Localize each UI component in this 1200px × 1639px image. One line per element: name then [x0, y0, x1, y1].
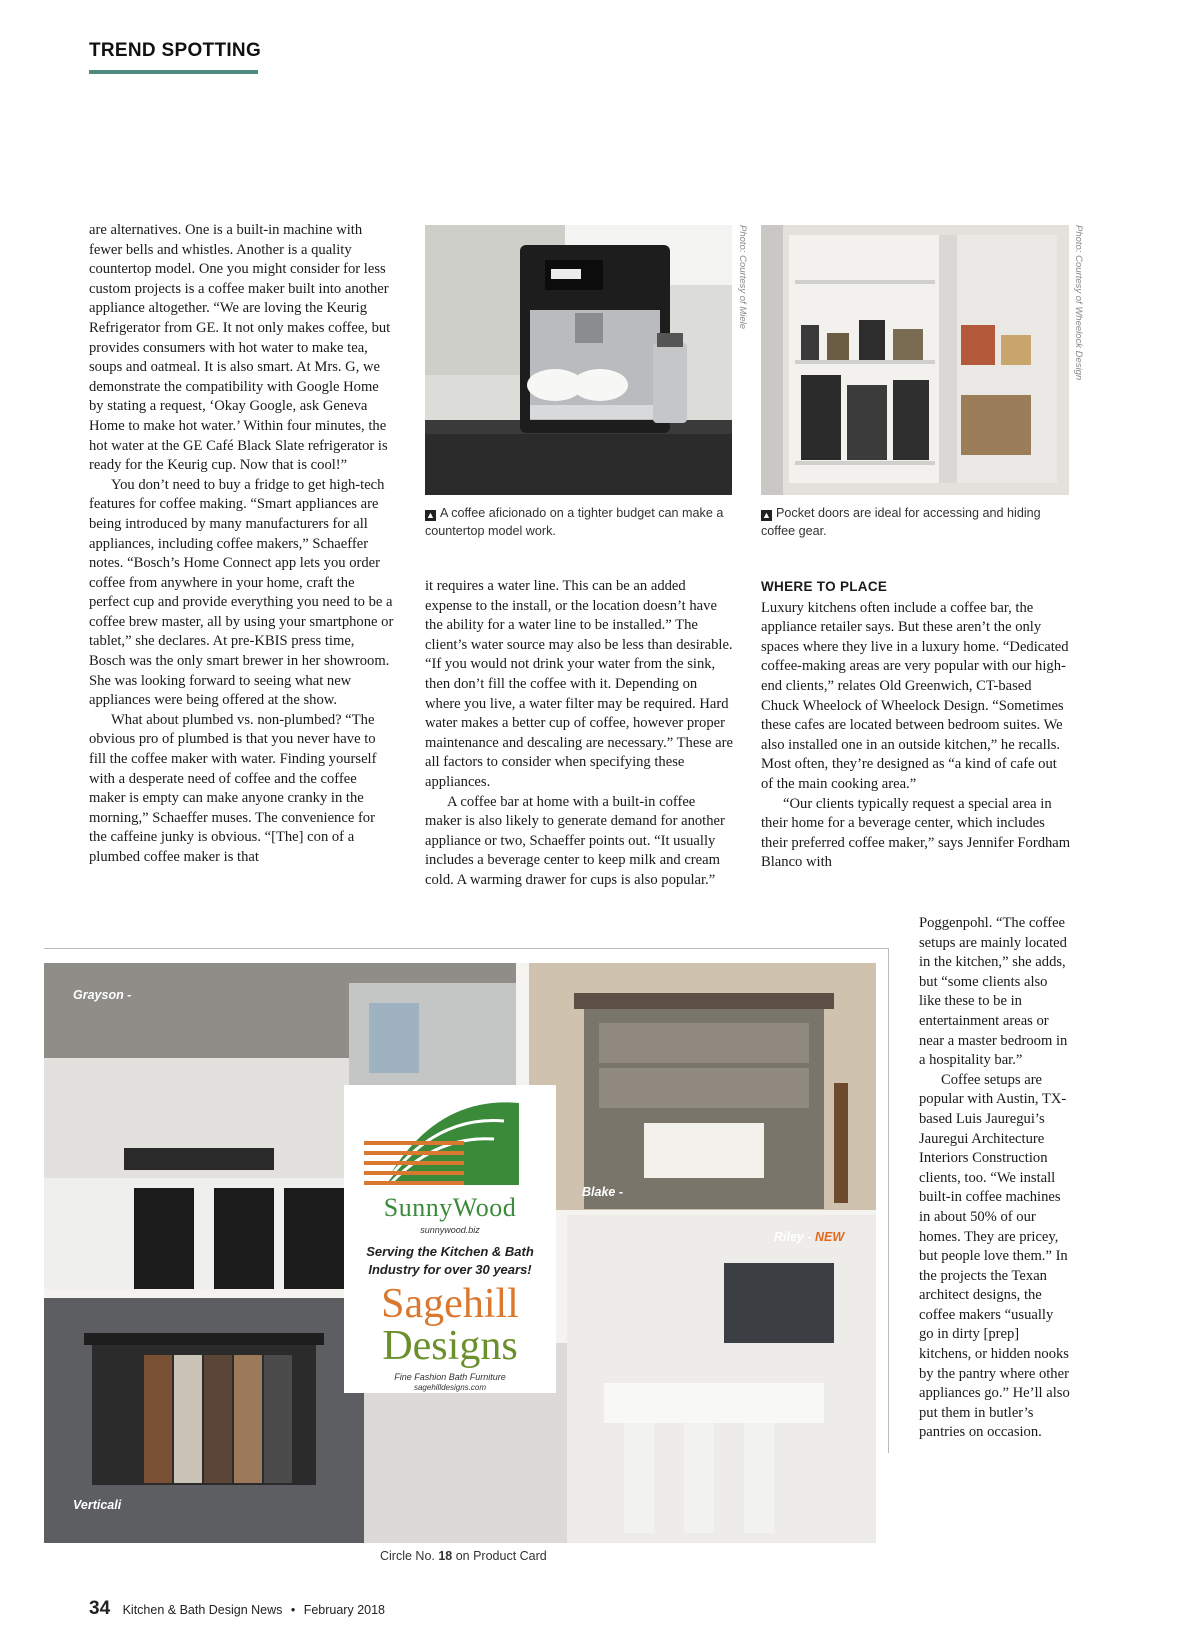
article-column-3-narrow [919, 914, 1071, 1443]
caption-bullet-icon: ▲ [426, 510, 435, 520]
grayson-label: Grayson - [73, 988, 132, 1002]
coffee-cabinet-photo [761, 225, 1069, 495]
verticali-label: Verticali [73, 1498, 122, 1512]
photo-credit: Photo: Courtesy of Wheelock Design [1073, 225, 1084, 381]
sagehill-url[interactable]: sagehilldesigns.com [413, 1383, 487, 1392]
paragraph: are alternatives. One is a built-in machine with fewer bells and whistles. Another is a quality countertop model. One you might consider for less custom projects is a coffee maker built into another appliance altogether. “We are loving the Keurig Refrigerator from GE. It not only makes coffee, but provides consumers with hot water to make tea, soups and oatmeal. It is also smart. At Mrs. G, we demonstrate the compatibility with Google Home by stating a request, ‘Okay Google, ask Geneva Home to make hot water.’ Within four minutes, the hot water at the GE Café Black Slate refrigerator is ready for the Keurig cup. Now that is cool!” [89, 222, 391, 474]
article-column-1 [89, 221, 394, 868]
sunnywood-advertisement[interactable] [44, 963, 876, 1543]
page-number: 34 [89, 1598, 111, 1619]
paragraph: Luxury kitchens often include a coffee bar, the appliance retailer says. But these aren’t the only spaces where they live in a luxury home. “Dedicated coffee-making areas are very popular with our high-end clients,” relates Old Greenwich, CT-based Chuck Wheelock of Wheelock Design. “Sometimes these cafes are located between bedroom suites. We also installed one in an outside kitchen,” he recalls. Most often, they’re designed as “a kind of cafe out of the main cooking area.” [761, 599, 1069, 792]
paragraph: Coffee setups are popular with Austin, TX-based Luis Jauregui’s Jauregui Architecture Interiors Construction clients, too. “We install built-in coffee machines in about 50% of our homes. They are pricey, but people love them.” In the projects the Texan architect designs, the coffee makers “usually go in dirty [prep] kitchens, or hidden nooks by the pantry where other appliances go.” He’ll also put them in butler’s pantries on occasion. [919, 1071, 1070, 1441]
coffee-cabinet-illustration [761, 225, 1069, 495]
sunnywood-logo-icon [344, 1085, 556, 1195]
paragraph: You don’t need to buy a fridge to get high-tech features for coffee making. “Smart appliances are being introduced by many manufacturers for all appliances, including coffee makers,” Schaeffer notes. “Bosch’s Home Connect app lets you order coffee from anywhere in your home, craft the perfect cup and provide everything you need to be a coffee brew master, all by using your smartphone or tablet,” she declares. At pre-KBIS press time, Bosch was the only smart brewer in her showroom. She was looking forward to seeing what new appliances were being offered at the show. [89, 476, 394, 709]
logo-panel [344, 1085, 556, 1393]
photo-caption: ▲ Pocket doors are ideal for accessing and hiding coffee gear. [761, 506, 1041, 538]
ad-border [888, 948, 889, 1453]
photo-credit: Photo: Courtesy of Miele [737, 225, 748, 330]
blake-label: Blake - [582, 1185, 623, 1199]
article-column-2 [425, 577, 735, 891]
sagehill-subtitle: Fine Fashion Bath Furniture [394, 1372, 506, 1382]
riley-label: Riley - NEW [774, 1230, 845, 1244]
paragraph: What about plumbed vs. non-plumbed? “The obvious pro of plumbed is that you never have to fill the coffee maker with water. Finding yourself with a desperate need of coffee and the coffee maker is empty can make anyone cranky in the morning,” Schaeffer muses. The convenience for the caffeine junky is obvious. “[The] con of a plumbed coffee maker is that [89, 711, 377, 865]
paragraph: A coffee bar at home with a built-in coffee maker is also likely to generate demand for another appliance or two, Schaeffer points out. “It usually includes a beverage center to keep milk and cream cold. A warming drawer for cups is also popular.” [425, 793, 725, 888]
paragraph: Poggenpohl. “The coffee setups are mainly located in the kitchen,” she adds, but “some clients also like these to be in entertainment areas or near a master bedroom in a hospitality bar.” [919, 915, 1068, 1069]
page-folio [89, 1598, 385, 1620]
sagehill-wordmark-line1: Sagehill [381, 1281, 519, 1327]
section-title: TREND SPOTTING [89, 40, 262, 61]
paragraph: “Our clients typically request a special area in their home for a beverage center, which includes their preferred coffee maker,” says Jennifer Fordham Blanco with [761, 795, 1071, 871]
section-rule [89, 70, 258, 74]
photo-caption: ▲ A coffee aficionado on a tighter budget can make a countertop model work. [425, 506, 724, 538]
ad-border [44, 948, 889, 949]
publication-name: Kitchen & Bath Design News [122, 1603, 283, 1617]
reader-service-note: Circle No. 18 on Product Card [380, 1549, 547, 1563]
subhead: WHERE TO PLACE [761, 579, 888, 594]
folio-separator: • [290, 1603, 296, 1617]
coffee-machine-illustration [425, 225, 732, 495]
sunnywood-wordmark: SunnyWood [383, 1193, 517, 1222]
paragraph: it requires a water line. This can be an added expense to the install, or the location doesn’t have the ability for a water line to be installed.” The client’s water source may also be less than desirable. “If you would not drink your water from the sink, then don’t fill the coffee with it. Depending on where you live, a water filter may be required. Hard water makes a better cup of coffee, however proper maintenance and descaling are necessary.” These are all factors to consider when specifying these appliances. [425, 578, 733, 790]
issue-date: February 2018 [303, 1603, 386, 1617]
caption-bullet-icon: ▲ [762, 510, 771, 520]
coffee-machine-photo [425, 225, 732, 495]
article-column-3 [761, 577, 1071, 873]
sunnywood-url[interactable]: sunnywood.biz [420, 1225, 480, 1235]
sagehill-wordmark-line2: Designs [382, 1323, 518, 1369]
ad-tagline: Serving the Kitchen & Bath Industry for over 30 years! [366, 1244, 534, 1277]
